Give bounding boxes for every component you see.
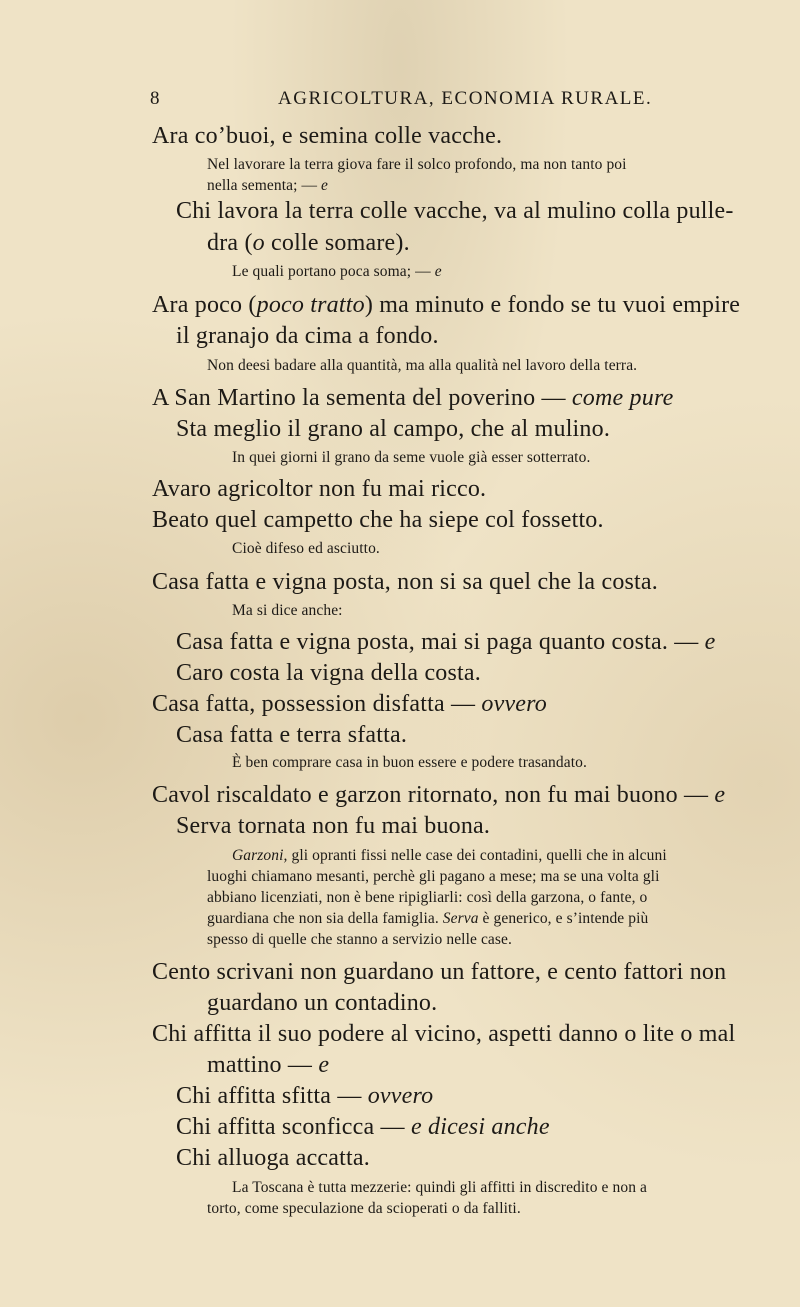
proverb-line: Casa fatta e vigna posta, non si sa quel che la costa. (152, 569, 658, 595)
proverb-line: Ara co’buoi, e semina colle vacche. (152, 123, 503, 149)
note-line: La Toscana è tutta mezzerie: quindi gli affitti in discredito e non a (232, 1179, 647, 1196)
note-line: Nel lavorare la terra giova fare il solco profondo, ma non tanto poi (207, 156, 627, 173)
proverb-line: Chi affitta sfitta — ovvero (176, 1083, 434, 1109)
note-line: È ben comprare casa in buon essere e podere trasandato. (232, 754, 587, 771)
proverb-line: Avaro agricoltor non fu mai ricco. (152, 476, 487, 502)
proverb-line: mattino — e (207, 1052, 330, 1078)
note-line: torto, come speculazione da scioperati o da falliti. (207, 1200, 521, 1217)
running-header (150, 88, 705, 114)
proverb-line: Ara poco (poco tratto) ma minuto e fondo se tu vuoi empire (152, 292, 741, 318)
note-line: Cioè difeso ed asciutto. (232, 540, 380, 557)
note-line: abbiano licenziati, non è bene ripigliarli: così della garzona, o fante, o (207, 889, 648, 906)
note-line: guardiana che non sia della famiglia. Serva è generico, e s’intende più (207, 910, 649, 927)
proverb-line: il granajo da cima a fondo. (176, 323, 439, 349)
note-line: spesso di quelle che stanno a servizio nelle case. (207, 931, 512, 948)
proverb-line: Cavol riscaldato e garzon ritornato, non fu mai buono — e (152, 782, 726, 808)
note-line: Non deesi badare alla quantità, ma alla qualità nel lavoro della terra. (207, 357, 638, 374)
note-line: nella sementa; — e (207, 177, 329, 194)
proverb-line: Casa fatta, possession disfatta — ovvero (152, 691, 548, 717)
proverb-line: A San Martino la sementa del poverino — come pure (152, 385, 674, 411)
proverb-line: Chi alluoga accatta. (176, 1145, 370, 1171)
proverb-line: Cento scrivani non guardano un fattore, e cento fattori non (152, 959, 727, 985)
note-line: Garzoni, gli opranti fissi nelle case dei contadini, quelli che in alcuni (232, 847, 667, 864)
proverb-line: Caro costa la vigna della costa. (176, 660, 481, 686)
note-line: In quei giorni il grano da seme vuole già esser sotterrato. (232, 449, 591, 466)
proverb-line: guardano un contadino. (207, 990, 438, 1016)
running-title: AGRICOLTURA, ECONOMIA RURALE. (278, 88, 653, 109)
proverb-line: Chi lavora la terra colle vacche, va al mulino colla pulle- (176, 198, 734, 224)
proverb-line: Serva tornata non fu mai buona. (176, 813, 491, 839)
proverb-line: Sta meglio il grano al campo, che al mulino. (176, 416, 611, 442)
proverb-line: Chi affitta il suo podere al vicino, aspetti danno o lite o mal (152, 1021, 736, 1047)
note-line: luoghi chiamano mesanti, perchè gli pagano a mese; ma se una volta gli (207, 868, 660, 885)
proverb-line: Beato quel campetto che ha siepe col fossetto. (152, 507, 604, 533)
page-number: 8 (150, 88, 161, 109)
note-line: Ma si dice anche: (232, 602, 343, 619)
proverb-line: Casa fatta e vigna posta, mai si paga quanto costa. — e (176, 629, 716, 655)
proverb-line: dra (o colle somare). (207, 230, 410, 256)
proverb-line: Chi affitta sconficca — e dicesi anche (176, 1114, 550, 1140)
proverb-line: Casa fatta e terra sfatta. (176, 722, 408, 748)
note-line: Le quali portano poca soma; — e (232, 263, 442, 280)
